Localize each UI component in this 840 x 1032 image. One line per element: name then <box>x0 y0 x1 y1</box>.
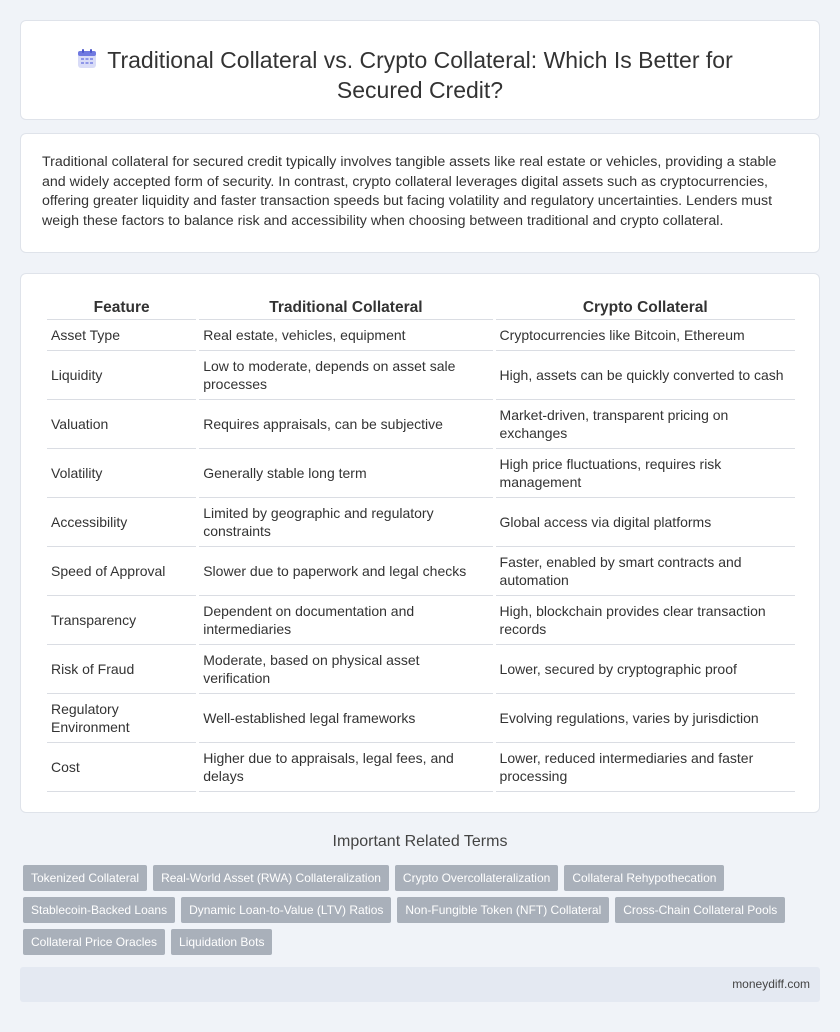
header-feature: Feature <box>47 296 196 320</box>
related-term-tag[interactable]: Stablecoin-Backed Loans <box>23 897 175 923</box>
table-row <box>47 547 795 596</box>
crypto-cell: Cryptocurrencies like Bitcoin, Ethereum <box>496 320 795 351</box>
related-term-tag[interactable]: Liquidation Bots <box>171 929 272 955</box>
comparison-table <box>44 296 798 792</box>
crypto-cell: Market-driven, transparent pricing on exchanges <box>496 400 795 449</box>
table-row <box>47 351 795 400</box>
traditional-cell: Slower due to paperwork and legal checks <box>199 547 492 596</box>
feature-cell: Liquidity <box>47 351 196 400</box>
tag-row <box>23 865 813 891</box>
feature-cell: Valuation <box>47 400 196 449</box>
footer-site-link[interactable]: moneydiff.com <box>732 977 810 991</box>
page-title-line1: Traditional Collateral vs. Crypto Collateral: Which Is Better for <box>107 47 733 73</box>
traditional-cell: Real estate, vehicles, equipment <box>199 320 492 351</box>
related-term-tag[interactable]: Collateral Price Oracles <box>23 929 165 955</box>
crypto-cell: Lower, secured by cryptographic proof <box>496 645 795 694</box>
related-term-tag[interactable]: Collateral Rehypothecation <box>564 865 724 891</box>
feature-cell: Transparency <box>47 596 196 645</box>
traditional-cell: Dependent on documentation and intermediaries <box>199 596 492 645</box>
feature-cell: Cost <box>47 743 196 792</box>
table-header-row <box>47 296 795 320</box>
traditional-cell: Higher due to appraisals, legal fees, and delays <box>199 743 492 792</box>
crypto-cell: High, assets can be quickly converted to cash <box>496 351 795 400</box>
feature-cell: Regulatory Environment <box>47 694 196 743</box>
related-term-tag[interactable]: Cross-Chain Collateral Pools <box>615 897 785 923</box>
feature-cell: Accessibility <box>47 498 196 547</box>
table-row <box>47 596 795 645</box>
related-term-tag[interactable]: Dynamic Loan-to-Value (LTV) Ratios <box>181 897 391 923</box>
crypto-cell: Global access via digital platforms <box>496 498 795 547</box>
table-row <box>47 320 795 351</box>
header-crypto: Crypto Collateral <box>496 296 795 320</box>
intro-paragraph: Traditional collateral for secured credit typically involves tangible assets like real estate or vehicles, providing a stable and widely accepted form of security. In contrast, crypto collateral leverages digital assets such as cryptocurrencies, offering greater liquidity and faster transaction speeds but facing volatility and regulatory uncertainties. Lenders must weigh these factors to balance risk and accessibility when choosing between traditional and crypto collateral. <box>42 154 777 229</box>
crypto-cell: High, blockchain provides clear transaction records <box>496 596 795 645</box>
traditional-cell: Moderate, based on physical asset verification <box>199 645 492 694</box>
crypto-cell: Faster, enabled by smart contracts and automation <box>496 547 795 596</box>
comparison-card <box>20 273 820 813</box>
traditional-cell: Generally stable long term <box>199 449 492 498</box>
related-term-tag[interactable]: Tokenized Collateral <box>23 865 147 891</box>
table-row <box>47 498 795 547</box>
related-term-tag[interactable]: Crypto Overcollateralization <box>395 865 558 891</box>
title-card <box>20 20 820 120</box>
feature-cell: Speed of Approval <box>47 547 196 596</box>
page-title-line2: Secured Credit? <box>336 77 504 103</box>
related-terms-list <box>23 865 813 961</box>
tag-row <box>23 929 813 955</box>
table-row <box>47 645 795 694</box>
traditional-cell: Limited by geographic and regulatory constraints <box>199 498 492 547</box>
traditional-cell: Requires appraisals, can be subjective <box>199 400 492 449</box>
crypto-cell: High price fluctuations, requires risk management <box>496 449 795 498</box>
table-row <box>47 449 795 498</box>
table-row <box>47 400 795 449</box>
header-traditional: Traditional Collateral <box>199 296 492 320</box>
feature-cell: Risk of Fraud <box>47 645 196 694</box>
footer <box>20 967 820 1002</box>
page-title <box>21 45 819 105</box>
crypto-cell: Lower, reduced intermediaries and faster processing <box>496 743 795 792</box>
related-term-tag[interactable]: Non-Fungible Token (NFT) Collateral <box>397 897 609 923</box>
feature-cell: Volatility <box>47 449 196 498</box>
traditional-cell: Low to moderate, depends on asset sale processes <box>199 351 492 400</box>
tag-row <box>23 897 813 923</box>
table-row <box>47 743 795 792</box>
crypto-cell: Evolving regulations, varies by jurisdiction <box>496 694 795 743</box>
feature-cell: Asset Type <box>47 320 196 351</box>
traditional-cell: Well-established legal frameworks <box>199 694 492 743</box>
related-terms-heading: Important Related Terms <box>332 833 508 850</box>
intro-card <box>20 133 820 253</box>
table-row <box>47 694 795 743</box>
related-term-tag[interactable]: Real-World Asset (RWA) Collateralization <box>153 865 389 891</box>
